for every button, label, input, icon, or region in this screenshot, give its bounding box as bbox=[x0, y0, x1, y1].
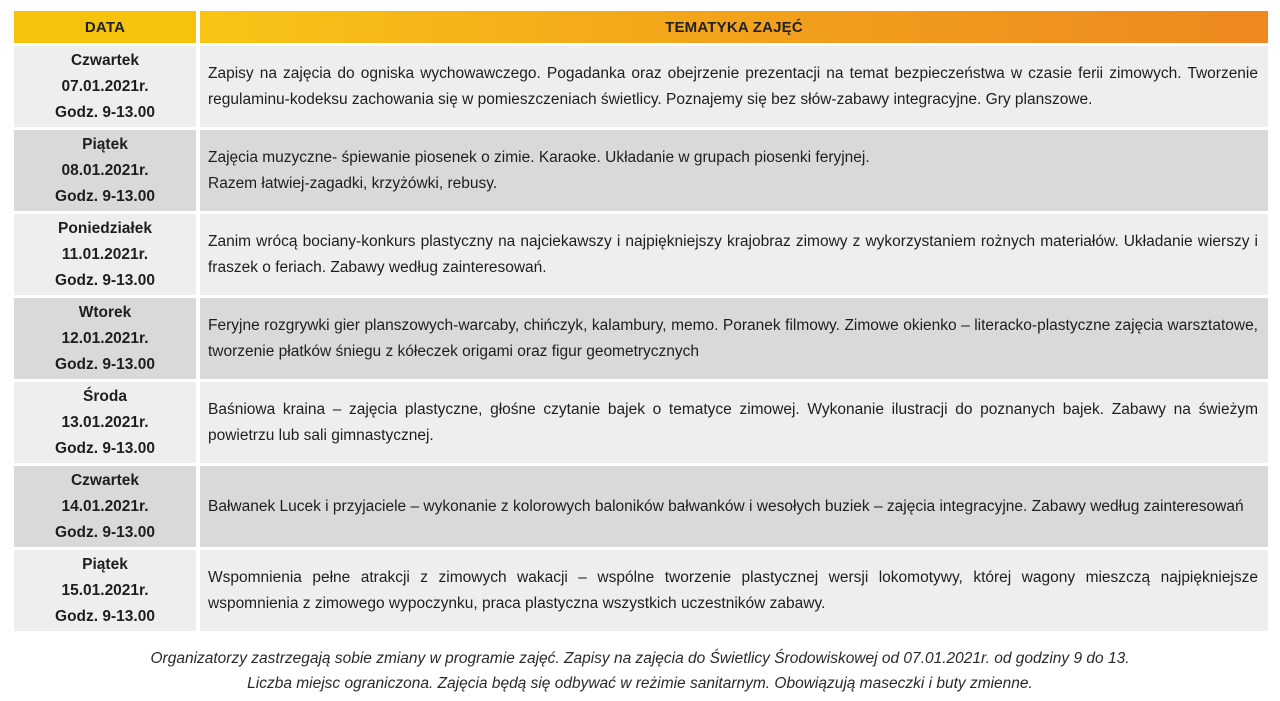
topic-text: Razem łatwiej-zagadki, krzyżówki, rebusy. bbox=[208, 174, 498, 192]
topic-text: Bałwanek Lucek i przyjaciele – wykonanie z kolorowych baloników bałwanków i wesołych buziek – zajęcia integracyjne. Zabawy według zainteresowań bbox=[208, 497, 1244, 515]
topic-cell bbox=[196, 214, 1268, 295]
footnote bbox=[0, 646, 1280, 696]
topic-text: Feryjne rozgrywki gier planszowych-warcaby, chińczyk, kalambury, memo. Poranek filmowy. Zimowe okienko – literacko-plastyczne zajęcia warsztatowe, tworzenie płatków śniegu z kółeczek origami oraz figur geometrycznych bbox=[208, 316, 1258, 360]
schedule-body bbox=[14, 46, 1268, 631]
date-cell-date: 12.01.2021r. bbox=[61, 329, 149, 347]
topic-cell bbox=[196, 550, 1268, 631]
topic-text: Zajęcia muzyczne- śpiewanie piosenek o zimie. Karaoke. Układanie w grupach piosenki feryjnej. bbox=[208, 148, 870, 166]
topic-column-header: TEMATYKA ZAJĘĆ bbox=[196, 11, 1268, 43]
topic-text: Wspomnienia pełne atrakcji z zimowych wakacji – wspólne tworzenie plastycznej wersji lokomotywy, której wagony mieszczą najpiękniejsze wspomnienia z zimowego wypoczynku, praca plastyczna wszystkich uczestników zabawy. bbox=[208, 568, 1258, 612]
date-cell bbox=[14, 130, 196, 211]
date-cell-hours: Godz. 9-13.00 bbox=[55, 355, 155, 373]
footnote-line-1: Organizatorzy zastrzegają sobie zmiany w programie zajęć. Zapisy na zajęcia do Świetlicy Środowiskowej od 07.01.2021r. od godziny 9 do 13. bbox=[150, 650, 1130, 667]
date-cell-hours: Godz. 9-13.00 bbox=[55, 523, 155, 541]
date-cell-day: Wtorek bbox=[78, 303, 132, 321]
date-cell-hours: Godz. 9-13.00 bbox=[55, 187, 155, 205]
table-row bbox=[14, 214, 1268, 295]
date-cell bbox=[14, 382, 196, 463]
table-row bbox=[14, 466, 1268, 547]
footnote-line-2: Liczba miejsc ograniczona. Zajęcia będą się odbywać w reżimie sanitarnym. Obowiązują maseczki i buty zmienne. bbox=[247, 675, 1033, 692]
date-cell-day: Środa bbox=[83, 387, 127, 405]
topic-text: Zanim wrócą bociany-konkurs plastyczny na najciekawszy i najpiękniejszy krajobraz zimowy z wykorzystaniem rożnych materiałów. Układanie wierszy i fraszek o feriach. Zabawy według zainteresowań. bbox=[208, 232, 1258, 276]
table-row bbox=[14, 46, 1268, 127]
topic-cell bbox=[196, 298, 1268, 379]
date-cell bbox=[14, 466, 196, 547]
date-cell bbox=[14, 550, 196, 631]
date-cell-hours: Godz. 9-13.00 bbox=[55, 607, 155, 625]
date-cell-day: Piątek bbox=[82, 555, 128, 573]
topic-cell bbox=[196, 382, 1268, 463]
topic-text: Zapisy na zajęcia do ogniska wychowawczego. Pogadanka oraz obejrzenie prezentacji na temat bezpieczeństwa w czasie ferii zimowych. Tworzenie regulaminu-kodeksu zachowania się w pomieszczeniach świetlicy. Poznajemy się bez słów-zabawy integracyjne. Gry planszowe. bbox=[208, 64, 1258, 108]
date-cell-hours: Godz. 9-13.00 bbox=[55, 103, 155, 121]
date-cell-hours: Godz. 9-13.00 bbox=[55, 439, 155, 457]
date-cell-date: 13.01.2021r. bbox=[61, 413, 149, 431]
date-cell bbox=[14, 298, 196, 379]
date-cell-hours: Godz. 9-13.00 bbox=[55, 271, 155, 289]
date-cell bbox=[14, 214, 196, 295]
schedule-table bbox=[14, 8, 1268, 634]
date-column-header: DATA bbox=[14, 11, 196, 43]
table-header-row bbox=[14, 11, 1268, 43]
table-row bbox=[14, 298, 1268, 379]
date-cell-date: 07.01.2021r. bbox=[61, 77, 149, 95]
table-row bbox=[14, 382, 1268, 463]
date-cell-date: 14.01.2021r. bbox=[61, 497, 149, 515]
date-cell bbox=[14, 46, 196, 127]
table-row bbox=[14, 130, 1268, 211]
date-cell-date: 15.01.2021r. bbox=[61, 581, 149, 599]
topic-cell bbox=[196, 130, 1268, 211]
date-cell-day: Piątek bbox=[82, 135, 128, 153]
date-cell-date: 11.01.2021r. bbox=[61, 245, 149, 263]
topic-cell bbox=[196, 46, 1268, 127]
date-cell-day: Poniedziałek bbox=[58, 219, 152, 237]
topic-cell bbox=[196, 466, 1268, 547]
date-cell-day: Czwartek bbox=[70, 471, 140, 489]
table-row bbox=[14, 550, 1268, 631]
date-cell-date: 08.01.2021r. bbox=[61, 161, 149, 179]
topic-text: Baśniowa kraina – zajęcia plastyczne, głośne czytanie bajek o tematyce zimowej. Wykonanie ilustracji do poznanych bajek. Zabawy na świeżym powietrzu lub sali gimnastycznej. bbox=[208, 400, 1258, 444]
date-cell-day: Czwartek bbox=[70, 51, 140, 69]
